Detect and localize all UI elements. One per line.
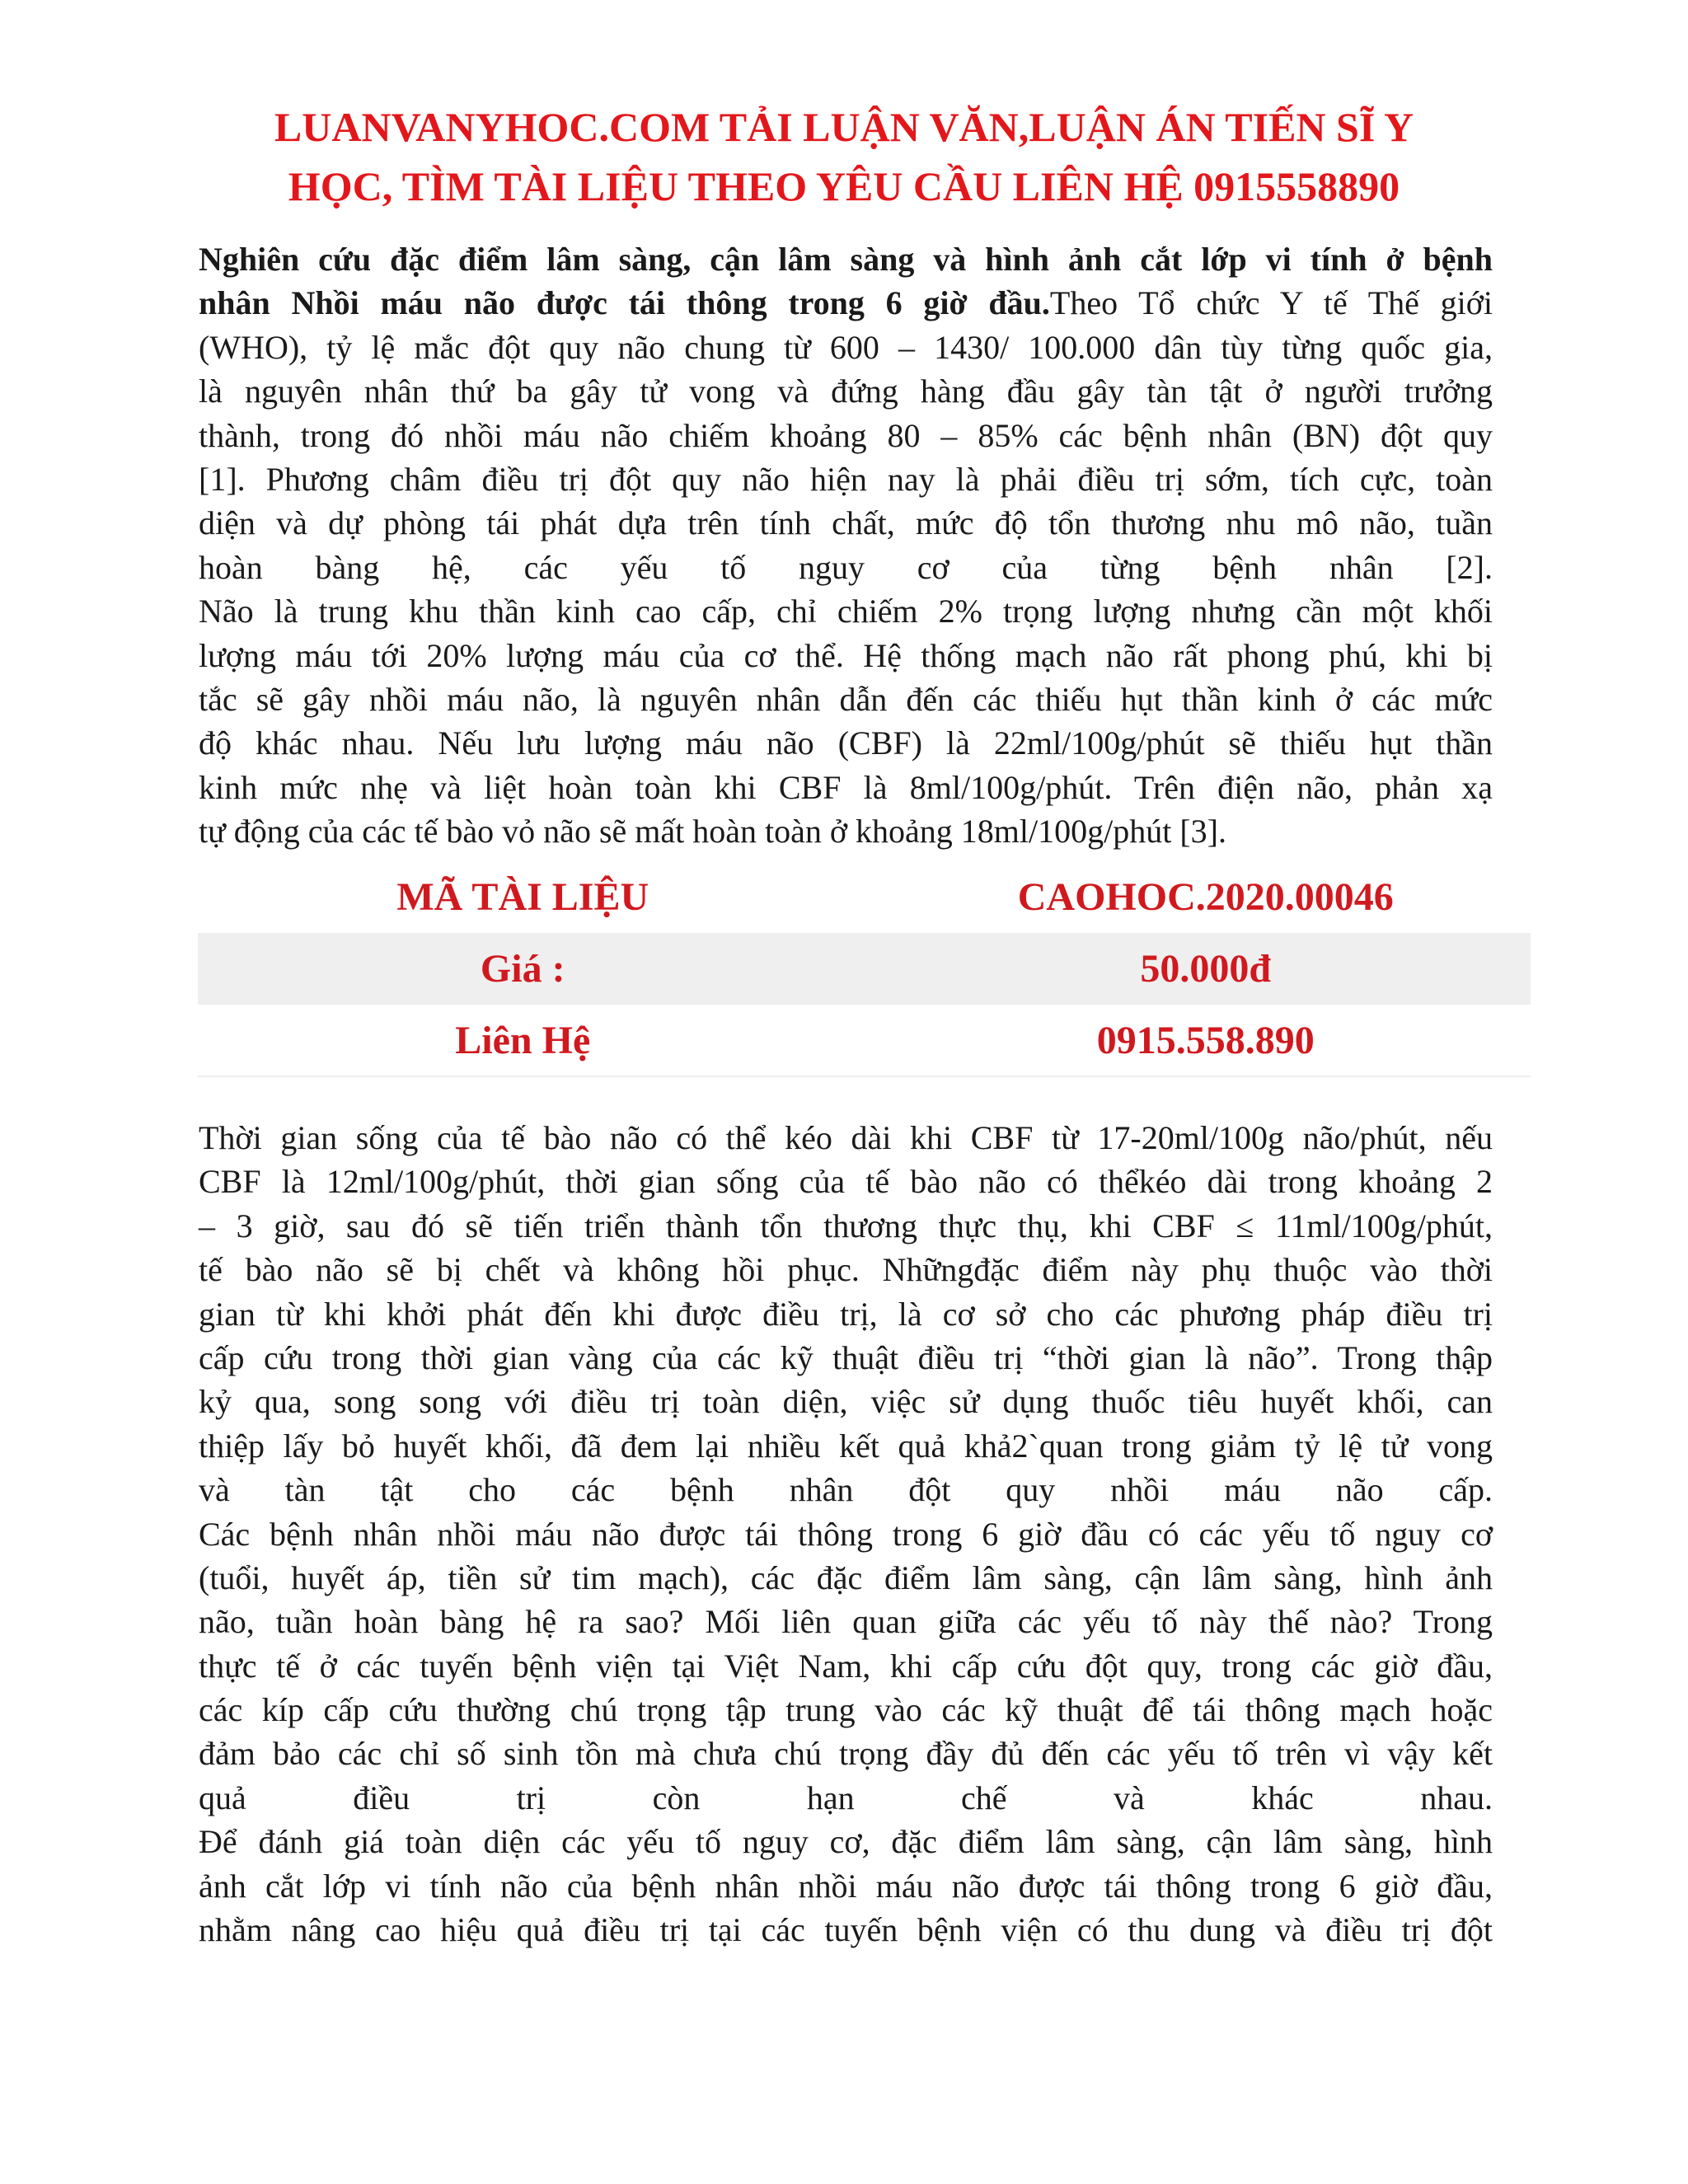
body-paragraph: [199, 1116, 1493, 1952]
intro-line: (WHO), tỷ lệ mắc đột quy não chung từ 600 – 1430/ 100.000 dân tùy từng quốc gia,: [199, 328, 1493, 366]
body-line: ảnh cắt lớp vi tính não của bệnh nhân nhồi máu não được tái thông trong 6 giờ đầu,: [199, 1867, 1493, 1905]
body-line: nhằm nâng cao hiệu quả điều trị tại các tuyến bệnh viện có thu dung và điều trị đột: [199, 1911, 1493, 1949]
body-line: não, tuần hoàn bàng hệ ra sao? Mối liên quan giữa các yếu tố này thế nào? Trong: [199, 1603, 1493, 1641]
document-info-table: [198, 861, 1531, 1076]
intro-line: lượng máu tới 20% lượng máu của cơ thể. Hệ thống mạch não rất phong phú, khi bị: [199, 636, 1493, 674]
intro-title-line: Nghiên cứu đặc điểm lâm sàng, cận lâm sàng và hình ảnh cắt lớp vi tính ở bệnh: [199, 241, 1493, 278]
price-label: Giá :: [480, 947, 565, 991]
body-line: gian từ khi khởi phát đến khi được điều trị, là cơ sở cho các phương pháp điều trị: [199, 1295, 1493, 1333]
contact-row: [198, 1005, 1531, 1076]
header-line-2: HỌC, TÌM TÀI LIỆU THEO YÊU CẦU LIÊN HỆ 0915558890: [288, 163, 1400, 209]
body-line: quả điều trị còn hạn chế và khác nhau.: [199, 1779, 1493, 1816]
body-line: CBF là 12ml/100g/phút, thời gian sống của tế bào não có thểkéo dài trong khoảng 2: [199, 1163, 1493, 1201]
intro-title-line-2: [199, 281, 1493, 325]
intro-line: Não là trung khu thần kinh cao cấp, chỉ chiếm 2% trọng lượng nhưng cần một khối: [199, 593, 1493, 630]
body-line: đảm bảo các chỉ số sinh tồn mà chưa chú trọng đầy đủ đến các yếu tố trên vì vậy kết: [199, 1735, 1493, 1773]
body-line: tế bào não sẽ bị chết và không hồi phục. Nhữngđặc điểm này phụ thuộc vào thời: [199, 1251, 1493, 1289]
body-line: Thời gian sống của tế bào não có thể kéo dài khi CBF từ 17-20ml/100g não/phút, nếu: [199, 1119, 1493, 1156]
intro-line: hoàn bàng hệ, các yếu tố nguy cơ của từng bệnh nhân [2].: [199, 548, 1493, 586]
body-line: và tàn tật cho các bệnh nhân đột quy nhồi máu não cấp.: [199, 1471, 1493, 1509]
body-line: cấp cứu trong thời gian vàng của các kỹ thuật điều trị “thời gian là não”. Trong thập: [199, 1338, 1493, 1376]
intro-text-fragment: Theo Tổ chức Y tế Thế giới: [1049, 284, 1493, 322]
intro-line: [1]. Phương châm điều trị đột quy não hiện nay là phải điều trị sớm, tích cực, toàn: [199, 460, 1493, 498]
header-line-1: LUANVANYHOC.COM TẢI LUẬN VĂN,LUẬN ÁN TIẾN SĨ Y: [274, 104, 1414, 150]
body-line: thiệp lấy bỏ huyết khối, đã đem lại nhiều kết quả khả2`quan trong giảm tỷ lệ tử vong: [199, 1427, 1493, 1465]
body-line: Các bệnh nhân nhồi máu não được tái thông trong 6 giờ đầu có các yếu tố nguy cơ: [199, 1515, 1493, 1553]
price-value: 50.000đ: [1140, 947, 1272, 991]
contact-label: Liên Hệ: [455, 1019, 591, 1062]
intro-paragraph: [199, 237, 1493, 853]
contact-value: 0915.558.890: [1096, 1019, 1315, 1062]
body-line: Để đánh giá toàn diện các yếu tố nguy cơ, đặc điểm lâm sàng, cận lâm sàng, hình: [199, 1823, 1493, 1861]
doc-code-value: CAOHOC.2020.00046: [1017, 875, 1394, 919]
price-row: [198, 933, 1531, 1005]
intro-line: kinh mức nhẹ và liệt hoàn toàn khi CBF là 8ml/100g/phút. Trên điện não, phản xạ: [199, 768, 1493, 806]
doc-code-label: MÃ TÀI LIỆU: [396, 875, 649, 919]
table-divider: [198, 1076, 1531, 1077]
intro-line: là nguyên nhân thứ ba gây tử vong và đứng hàng đầu gây tàn tật ở người trưởng: [199, 373, 1493, 410]
body-line: các kíp cấp cứu thường chú trọng tập trung vào các kỹ thuật để tái thông mạch hoặc: [199, 1691, 1493, 1729]
intro-line: tự động của các tế bào vỏ não sẽ mất hoàn toàn ở khoảng 18ml/100g/phút [3].: [199, 813, 1226, 851]
body-line: – 3 giờ, sau đó sẽ tiến triển thành tổn thương thực thụ, khi CBF ≤ 11ml/100g/phút,: [199, 1207, 1493, 1244]
intro-line: tắc sẽ gây nhồi máu não, là nguyên nhân dẫn đến các thiếu hụt thần kinh ở các mức: [199, 680, 1493, 718]
body-line: kỷ qua, song song với điều trị toàn diện, việc sử dụng thuốc tiêu huyết khối, can: [199, 1383, 1493, 1421]
intro-line: diện và dự phòng tái phát dựa trên tính chất, mức độ tổn thương nhu mô não, tuần: [199, 504, 1493, 542]
intro-line: độ khác nhau. Nếu lưu lượng máu não (CBF) là 22ml/100g/phút sẽ thiếu hụt thần: [199, 724, 1493, 762]
body-line: thực tế ở các tuyến bệnh viện tại Việt Nam, khi cấp cứu đột quy, trong các giờ đầu,: [199, 1647, 1493, 1685]
doc-code-row: [198, 861, 1531, 933]
intro-title-bold: nhân Nhồi máu não được tái thông trong 6 giờ đầu.: [199, 284, 1050, 322]
intro-line: thành, trong đó nhồi máu não chiếm khoảng 80 – 85% các bệnh nhân (BN) đột quy: [199, 416, 1493, 454]
body-line: (tuổi, huyết áp, tiền sử tim mạch), các đặc điểm lâm sàng, cận lâm sàng, hình ảnh: [199, 1558, 1493, 1596]
site-header: [165, 97, 1523, 216]
